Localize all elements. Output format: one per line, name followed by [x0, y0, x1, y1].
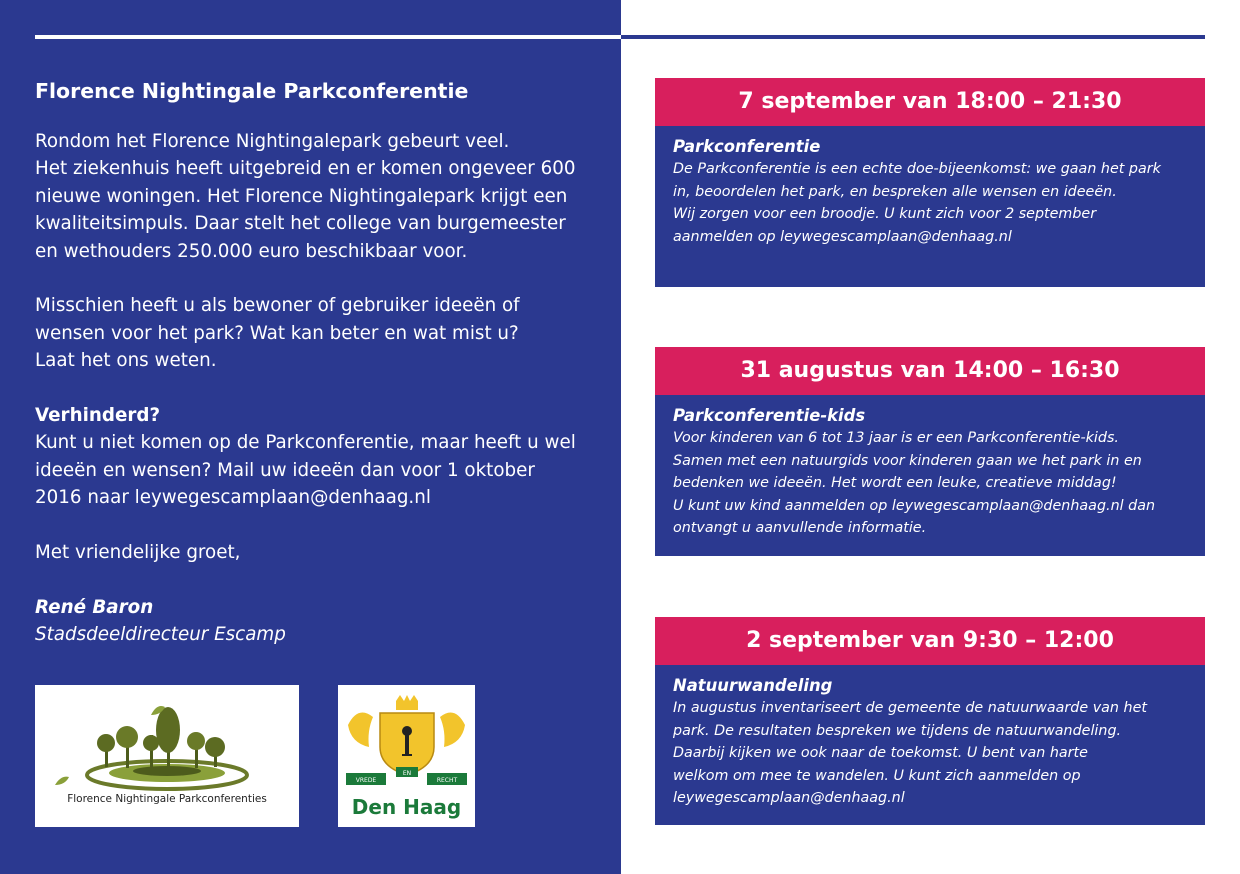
signer-name: René Baron [35, 596, 154, 618]
right-divider-rule [621, 35, 1205, 39]
event-name: Parkconferentie-kids [673, 406, 866, 425]
event-card [655, 617, 1205, 825]
event-body [655, 126, 1205, 248]
event-card [655, 78, 1205, 287]
intro-paragraph: Rondom het Florence Nightingalepark gebeurt veel. Het ziekenhuis heeft uitgebreid en er komen ongeveer 600 nieuwe woningen. Het Florence Nightingalepark krijgt een kwaliteitsimpuls. Daar stelt het college van burgemeester en wethouders 250.000 euro beschikbaar voor. [35, 131, 576, 262]
event-name: Parkconferentie [673, 137, 821, 156]
event-name: Natuurwandeling [673, 676, 833, 695]
event-description: De Parkconferentie is een echte doe-bijeenkomst: we gaan het park in, beoordelen het park, en bespreken alle wensen en ideeën. Wij zorgen voor een broodje. U kunt zich voor 2 september aanmelden op leywegescamplaan@denhaag.nl [673, 161, 1161, 245]
event-date: 31 augustus van 14:00 – 16:30 [655, 347, 1205, 395]
event-description: Voor kinderen van 6 tot 13 jaar is er een Parkconferentie-kids. Samen met een natuurgids voor kinderen gaan we het park in en bedenken we ideeën. Het wordt een leuke, creatieve middag! U kunt uw kind aanmelden op leywegescamplaan@denhaag.nl dan ontvangt u aanvullende informatie. [673, 430, 1156, 537]
motto-recht: RECHT [436, 777, 458, 784]
event-body [655, 665, 1205, 810]
absent-heading: Verhinderd? [35, 405, 161, 427]
motto-vrede: VREDE [355, 777, 377, 784]
signer-role: Stadsdeeldirecteur Escamp [35, 624, 286, 646]
event-body [655, 395, 1205, 540]
den-haag-crest-icon [338, 685, 475, 795]
fnp-logo-caption: Florence Nightingale Parkconferenties [67, 793, 267, 805]
event-date: 7 september van 18:00 – 21:30 [655, 78, 1205, 126]
event-date: 2 september van 9:30 – 12:00 [655, 617, 1205, 665]
absent-paragraph: Kunt u niet komen op de Parkconferentie, maar heeft u wel ideeën en wensen? Mail uw ideeën dan voor 1 oktober 2016 naar leywegescamplaan@denhaag.nl [35, 432, 576, 509]
greeting: Met vriendelijke groet, [35, 542, 241, 564]
den-haag-logo [338, 685, 475, 827]
motto-en: EN [402, 770, 412, 777]
fnp-logo [35, 685, 299, 827]
letter-body [35, 76, 610, 649]
den-haag-caption: Den Haag [351, 795, 462, 819]
ideas-paragraph: Misschien heeft u als bewoner of gebruiker ideeën of wensen voor het park? Wat kan beter en wat mist u? Laat het ons weten. [35, 295, 520, 372]
event-description: In augustus inventariseert de gemeente de natuurwaarde van het park. De resultaten bespreken we tijdens de natuurwandeling. Daarbij kijken we ook naar de toekomst. U bent van harte welkom om mee te wandelen. U kunt zich aanmelden op leywegescamplaan@denhaag.nl [673, 700, 1147, 807]
event-card [655, 347, 1205, 556]
letter-title: Florence Nightingale Parkconferentie [35, 79, 469, 103]
fnp-trees-icon [35, 685, 299, 795]
left-divider-rule [35, 35, 621, 39]
